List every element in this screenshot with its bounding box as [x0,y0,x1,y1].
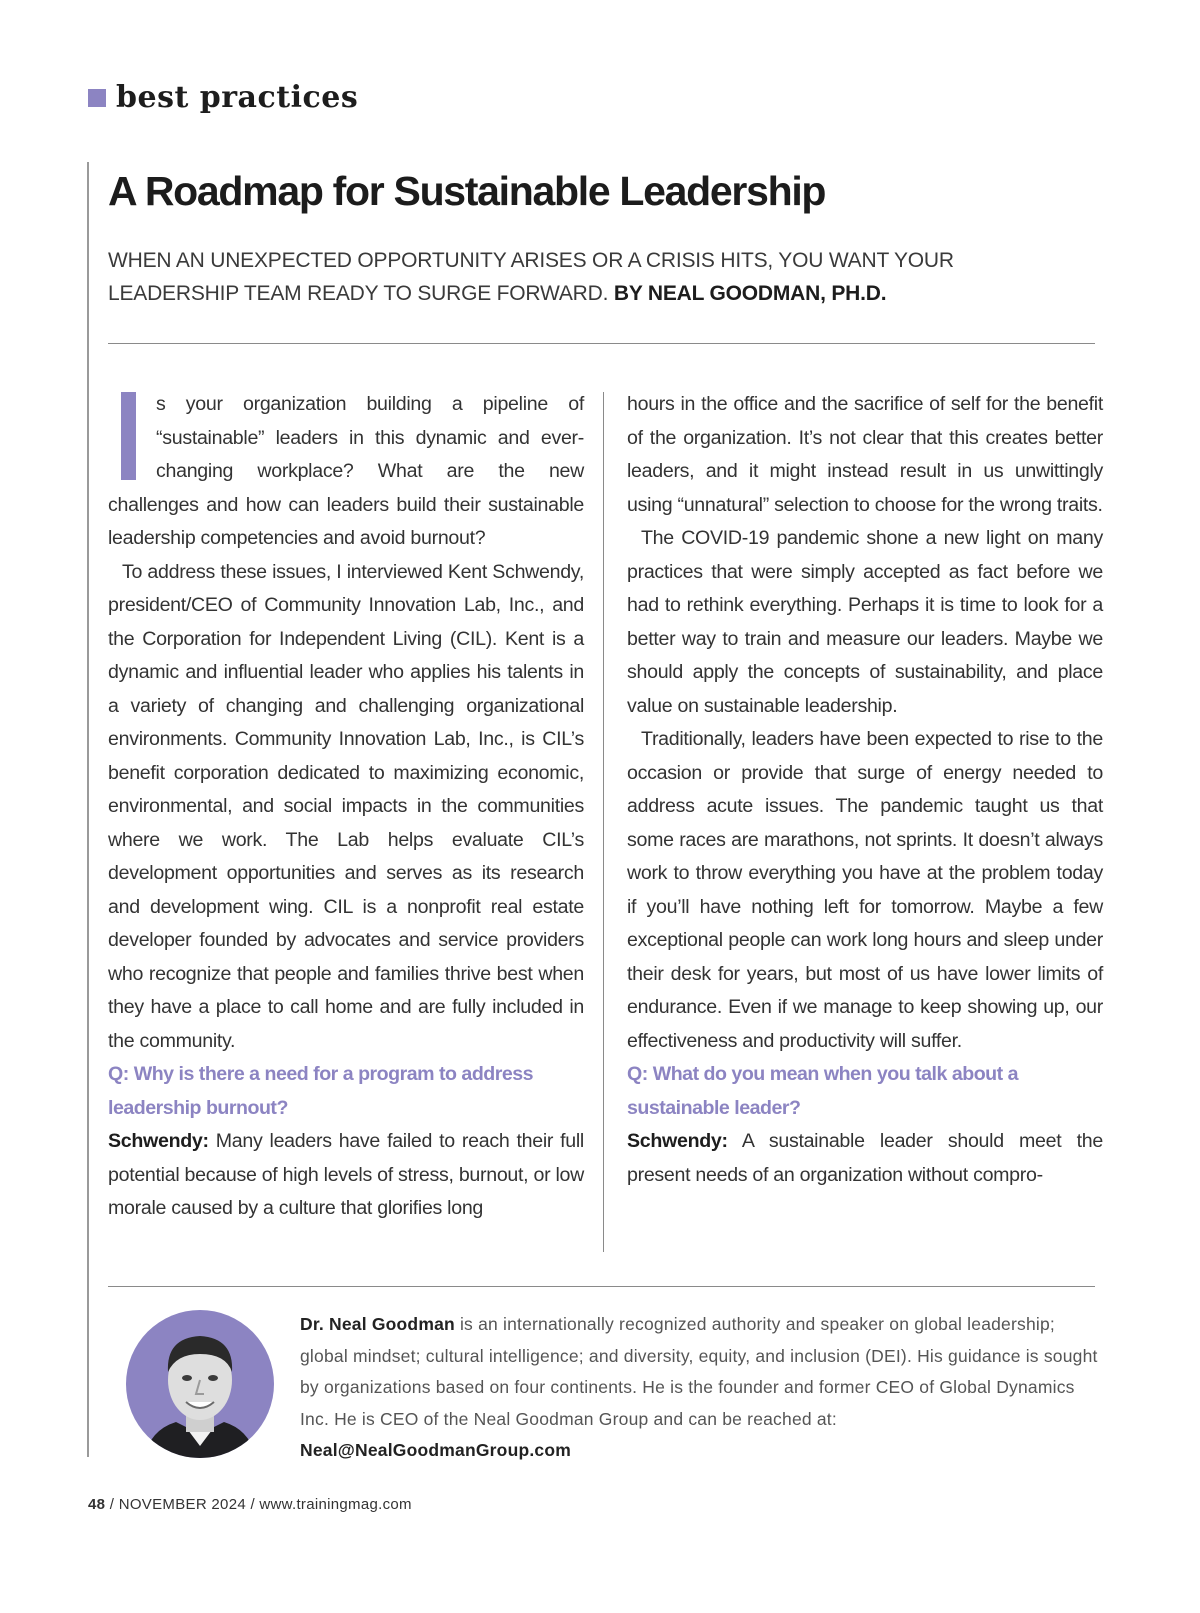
website-link[interactable]: www.trainingmag.com [259,1496,412,1513]
byline: BY NEAL GOODMAN, PH.D. [613,282,887,305]
article-deck [108,244,1028,310]
bottom-divider [108,1286,1095,1287]
bio-email-link[interactable]: Neal@NealGoodmanGroup.com [300,1440,571,1460]
author-portrait-icon [126,1310,274,1458]
footer-separator-1: / [105,1496,119,1513]
issue-date: NOVEMBER 2024 [118,1496,246,1513]
right-paragraph-3: Traditionally, leaders have been expected to rise to the occasion or provide that surge of energy needed to address acute issues. The pandemic taught us that some races are marathons, not sprints. It doesn’t always work to throw everything you have at the problem today if you’ll have nothing left for tomorrow. Maybe a few exceptional people can work long hours and sleep under their desk for years, but most of us have lower limits of endurance. Even if we manage to keep showing up, our effectiveness and productivity will suffer. [627,728,1103,1052]
answer-2 [627,1125,1103,1192]
answer-1-speaker: Schwendy: [108,1130,209,1152]
page-number: 48 [88,1496,106,1513]
column-left [108,388,584,1226]
dropcap-i [121,392,136,480]
bio-text: is an internationally recognized authority and speaker on global leadership; global mindset; cultural intelligence; and diversity, equity, and inclusion (DEI). His guidance is sought by organizations based on four continents. He is the founder and former CEO of Global Dynamics Inc. He is CEO of the Neal Goodman Group and can be reached at: [300,1314,1098,1429]
answer-2-text: A sustainable leader should meet the present needs of an organization without compro- [627,1130,1103,1186]
section-label: best practices [116,80,359,115]
question-2: Q: What do you mean when you talk about a sustainable leader? [627,1063,1018,1119]
left-paragraph-1: s your organization building a pipeline of “sustainable” leaders in this dynamic and ever-changing workplace? What are the new challenges and how can leaders build their sustainable leadership competencies and avoid burnout? [108,393,584,549]
page-footer [88,1496,412,1513]
section-square-icon [88,89,106,107]
dropcap-paragraph [108,388,584,556]
author-bio [300,1309,1100,1467]
column-right [627,388,1103,1192]
answer-1 [108,1125,584,1226]
author-photo [126,1310,274,1458]
deck-text: WHEN AN UNEXPECTED OPPORTUNITY ARISES OR A CRISIS HITS, YOU WANT YOUR LEADERSHIP TEAM READY TO SURGE FORWARD. [108,249,954,305]
footer-separator-2: / [246,1496,260,1513]
article-title: A Roadmap for Sustainable Leadership [108,168,826,214]
left-paragraph-2: To address these issues, I interviewed Kent Schwendy, president/CEO of Community Innovation Lab, Inc., and the Corporation for Independent Living (CIL). Kent is a dynamic and influential leader who applies his talents in a variety of changing and challenging organizational environments. Community Innovation Lab, Inc., is CIL’s benefit corporation dedicated to maximizing economic, environmental, and social impacts in the communities where we work. The Lab helps evaluate CIL’s development opportunities and serves as its research and development wing. CIL is a nonprofit real estate developer founded by advocates and service providers who recognize that people and families thrive best when they have a place to call home and are fully included in the community. [108,560,584,1052]
top-divider [108,343,1095,344]
answer-2-speaker: Schwendy: [627,1130,728,1152]
answer-1-text: Many leaders have failed to reach their full potential because of high levels of stress, burnout, or low morale caused by a culture that glorifies long [108,1130,584,1219]
left-vertical-rule [87,162,89,1457]
question-1: Q: Why is there a need for a program to address leadership burnout? [108,1063,534,1119]
right-paragraph-1: hours in the office and the sacrifice of self for the benefit of the organization. It’s not clear that this creates better leaders, and it might instead result in us unwittingly using “unnatural” selection to choose for the wrong traits. [627,393,1103,516]
column-divider [603,392,604,1252]
right-paragraph-2: The COVID-19 pandemic shone a new light on many practices that were simply accepted as fact before we had to rethink everything. Perhaps it is time to look for a better way to train and measure our leaders. Maybe we should apply the concepts of sustainability, and place value on sustainable leadership. [627,527,1103,717]
section-tag [88,80,358,115]
bio-author-name: Dr. Neal Goodman [300,1314,455,1334]
